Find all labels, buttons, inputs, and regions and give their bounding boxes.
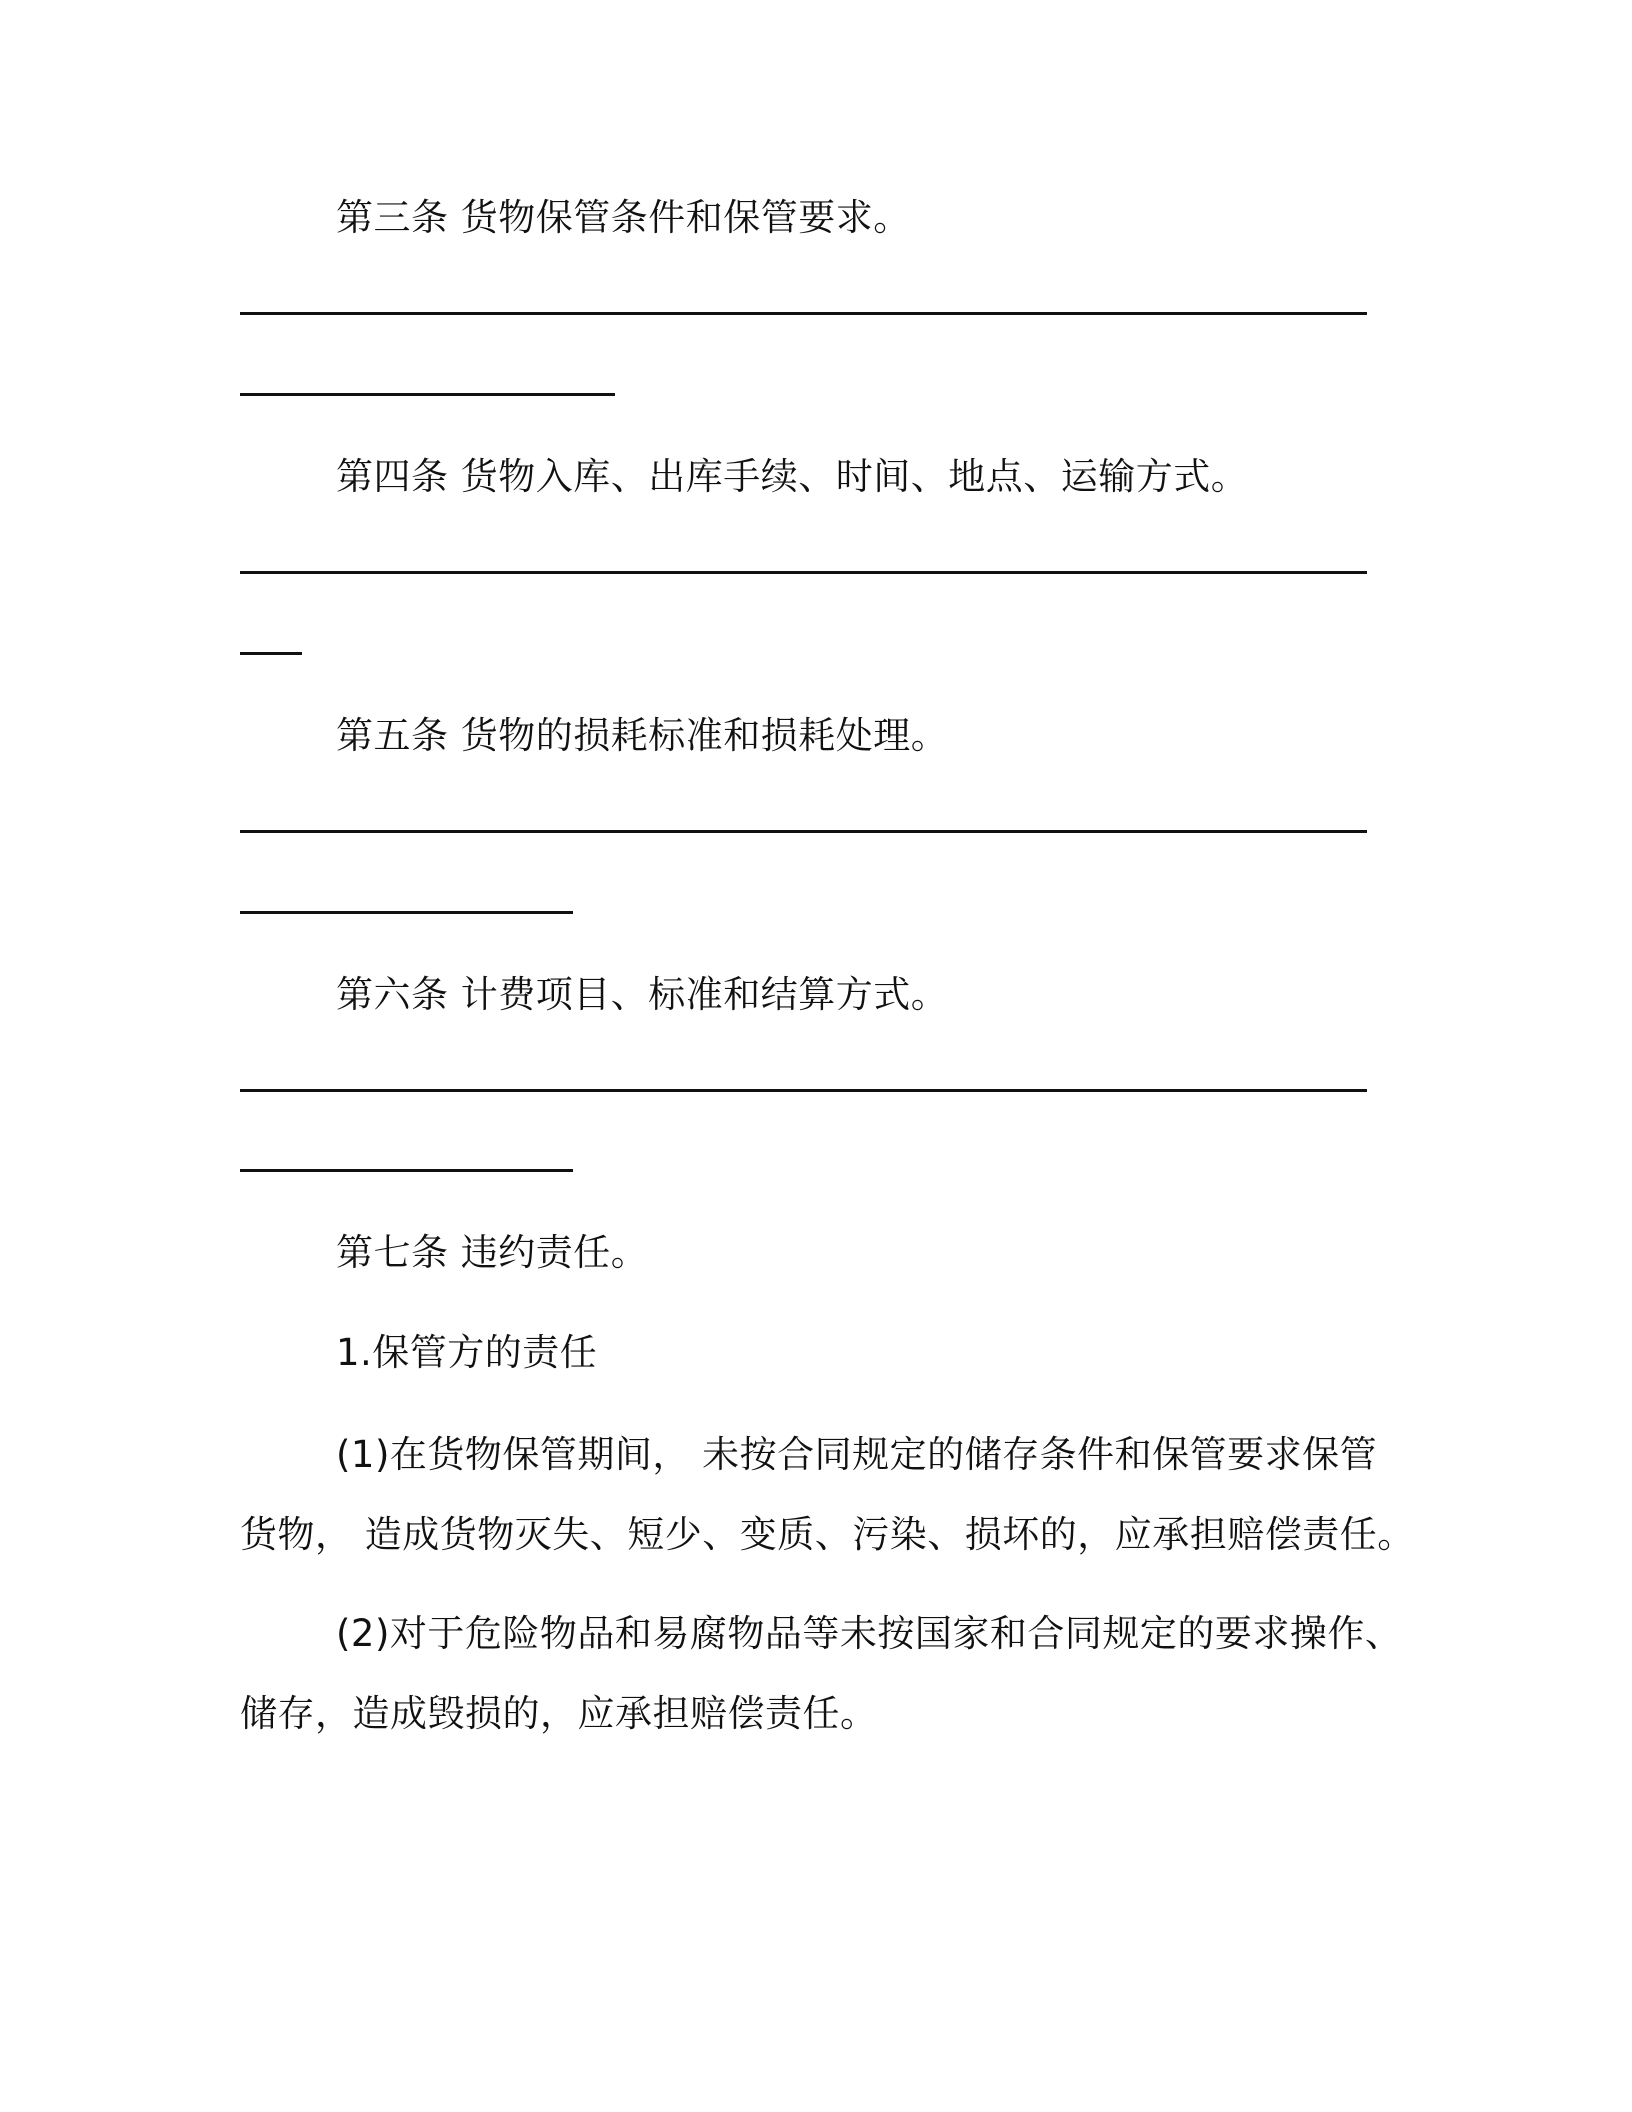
article-4-blank-line-1 bbox=[240, 571, 1367, 574]
article-6-blank-line-1 bbox=[240, 1089, 1367, 1092]
article-4-heading: 第四条 货物入库、出库手续、时间、地点、运输方式。 bbox=[336, 455, 1249, 498]
article-7-item-1-line-2: 货物， 造成货物灭失、短少、变质、污染、损坏的，应承担赔偿责任。 bbox=[240, 1513, 1415, 1556]
article-5-blank-line-2 bbox=[240, 911, 573, 914]
article-3-blank-line-1 bbox=[240, 312, 1367, 315]
article-6-heading: 第六条 计费项目、标准和结算方式。 bbox=[336, 973, 949, 1016]
article-7-heading: 第七条 违约责任。 bbox=[336, 1231, 649, 1274]
article-4-blank-line-2 bbox=[240, 652, 302, 655]
article-6-blank-line-2 bbox=[240, 1169, 573, 1172]
article-7-item-1-line-1: (1)在货物保管期间， 未按合同规定的储存条件和保管要求保管 bbox=[336, 1433, 1378, 1476]
article-7-item-2-line-1: (2)对于危险物品和易腐物品等未按国家和合同规定的要求操作、 bbox=[336, 1612, 1403, 1655]
article-7-item-2-line-2: 储存，造成毁损的，应承担赔偿责任。 bbox=[240, 1692, 878, 1735]
article-3-blank-line-2 bbox=[240, 393, 615, 396]
article-5-heading: 第五条 货物的损耗标准和损耗处理。 bbox=[336, 714, 949, 757]
article-7-subheading: 1.保管方的责任 bbox=[336, 1331, 598, 1374]
article-3-heading: 第三条 货物保管条件和保管要求。 bbox=[336, 196, 911, 239]
article-5-blank-line-1 bbox=[240, 830, 1367, 833]
